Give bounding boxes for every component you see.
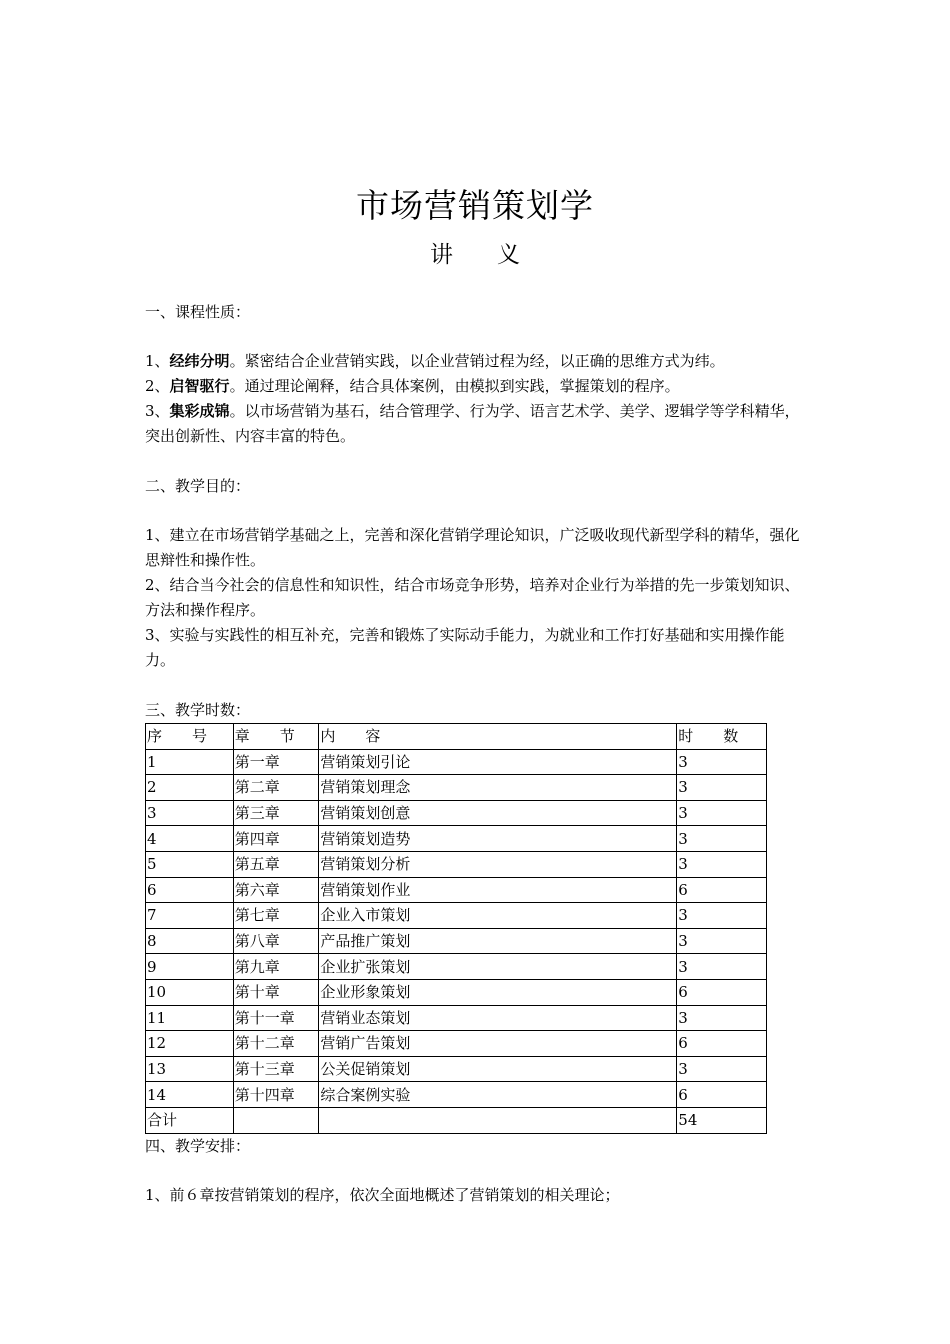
table-row <box>146 775 767 801</box>
cell-content: 综合案例实验 <box>319 1082 677 1108</box>
page-subtitle <box>0 236 950 269</box>
table-row <box>146 826 767 852</box>
table-row <box>146 877 767 903</box>
cell-number: 12 <box>146 1031 234 1057</box>
section-1 <box>145 300 810 325</box>
section-4-items <box>145 1183 810 1208</box>
section-4-item: 1、前６章按营销策划的程序，依次全面地概述了营销策划的相关理论； <box>145 1186 620 1204</box>
cell-chapter: 第八章 <box>233 928 319 954</box>
section-3-heading: 三、教学时数： <box>145 701 251 719</box>
item-keyword: 集彩成锦 <box>169 402 230 420</box>
table-row <box>146 903 767 929</box>
section-1-item <box>145 399 810 449</box>
section-4 <box>145 1134 810 1159</box>
table-row <box>146 1082 767 1108</box>
section-2-item: 2、结合当今社会的信息性和知识性，结合市场竞争形势，培养对企业行为举措的先一步策划知识、方法和操作程序。 <box>145 576 800 619</box>
section-4-heading: 四、教学安排： <box>145 1137 251 1155</box>
table-header-row <box>146 724 767 750</box>
page-title: 市场营销策划学 <box>356 186 594 225</box>
cell-chapter: 第五章 <box>233 851 319 877</box>
cell-chapter: 第六章 <box>233 877 319 903</box>
item-keyword: 经纬分明 <box>169 352 230 370</box>
table-row <box>146 851 767 877</box>
cell-content: 企业形象策划 <box>319 979 677 1005</box>
cell-number: 7 <box>146 903 234 929</box>
item-keyword: 启智驱行 <box>169 377 230 395</box>
cell-hours: 3 <box>677 749 767 775</box>
cell-hours: 6 <box>677 1082 767 1108</box>
section-2-items <box>145 523 810 673</box>
cell-hours: 3 <box>677 851 767 877</box>
cell-content: 企业入市策划 <box>319 903 677 929</box>
table-row <box>146 749 767 775</box>
cell-chapter: 第十一章 <box>233 1005 319 1031</box>
cell-chapter: 第十二章 <box>233 1031 319 1057</box>
cell-number: 13 <box>146 1056 234 1082</box>
table-row <box>146 1056 767 1082</box>
cell-content: 营销策划作业 <box>319 877 677 903</box>
section-2 <box>145 474 810 499</box>
cell-number: 8 <box>146 928 234 954</box>
cell-content: 营销策划分析 <box>319 851 677 877</box>
subtitle-char-1: 讲 <box>430 242 453 268</box>
header-cell-chapter: 章 节 <box>233 724 319 750</box>
cell-chapter: 第十章 <box>233 979 319 1005</box>
cell-hours: 6 <box>677 979 767 1005</box>
table-row <box>146 1031 767 1057</box>
cell-content: 营销策划理念 <box>319 775 677 801</box>
cell-content: 营销策划引论 <box>319 749 677 775</box>
item-text: 。紧密结合企业营销实践，以企业营销过程为经，以正确的思维方式为纬。 <box>229 352 725 370</box>
subtitle-char-2: 义 <box>497 242 520 268</box>
cell-chapter: 第七章 <box>233 903 319 929</box>
cell-hours: 3 <box>677 1056 767 1082</box>
section-1-heading: 一、课程性质： <box>145 303 251 321</box>
cell-number: 2 <box>146 775 234 801</box>
table-row <box>146 979 767 1005</box>
table-row <box>146 954 767 980</box>
cell-number: 10 <box>146 979 234 1005</box>
cell-number: 6 <box>146 877 234 903</box>
section-2-item: 1、建立在市场营销学基础之上，完善和深化营销学理论知识，广泛吸收现代新型学科的精华，强化思辩性和操作性。 <box>145 526 800 569</box>
table-row <box>146 800 767 826</box>
cell-number: 9 <box>146 954 234 980</box>
header-cell-hours: 时 数 <box>677 724 767 750</box>
cell-content: 企业扩张策划 <box>319 954 677 980</box>
header-cell-content: 内 容 <box>319 724 677 750</box>
table-total-row <box>146 1107 767 1133</box>
cell-hours: 3 <box>677 954 767 980</box>
cell-hours: 3 <box>677 800 767 826</box>
cell-hours: 3 <box>677 903 767 929</box>
header-cell-number: 序 号 <box>146 724 234 750</box>
item-number: 2、 <box>145 377 170 395</box>
cell-hours: 3 <box>677 826 767 852</box>
item-text: 。以市场营销为基石，结合管理学、行为学、语言艺术学、美学、逻辑学等学科精华，突出创新性、内容丰富的特色。 <box>145 402 800 445</box>
cell-hours: 6 <box>677 1031 767 1057</box>
total-empty-content <box>319 1107 677 1133</box>
table-row <box>146 928 767 954</box>
cell-content: 公关促销策划 <box>319 1056 677 1082</box>
cell-chapter: 第十三章 <box>233 1056 319 1082</box>
cell-chapter: 第四章 <box>233 826 319 852</box>
total-label: 合计 <box>146 1107 234 1133</box>
cell-content: 营销业态策划 <box>319 1005 677 1031</box>
section-1-item <box>145 374 810 399</box>
section-3 <box>145 698 810 723</box>
table-row <box>146 1005 767 1031</box>
cell-chapter: 第三章 <box>233 800 319 826</box>
total-empty-chapter <box>233 1107 319 1133</box>
cell-number: 1 <box>146 749 234 775</box>
cell-hours: 6 <box>677 877 767 903</box>
cell-number: 11 <box>146 1005 234 1031</box>
cell-chapter: 第一章 <box>233 749 319 775</box>
cell-chapter: 第二章 <box>233 775 319 801</box>
cell-content: 营销广告策划 <box>319 1031 677 1057</box>
item-number: 1、 <box>145 352 170 370</box>
cell-number: 5 <box>146 851 234 877</box>
section-2-heading: 二、教学目的： <box>145 477 251 495</box>
section-1-items <box>145 349 810 449</box>
section-1-item <box>145 349 810 374</box>
cell-hours: 3 <box>677 775 767 801</box>
cell-hours: 3 <box>677 928 767 954</box>
item-number: 3、 <box>145 402 170 420</box>
cell-number: 4 <box>146 826 234 852</box>
cell-content: 营销策划造势 <box>319 826 677 852</box>
cell-number: 3 <box>146 800 234 826</box>
cell-chapter: 第九章 <box>233 954 319 980</box>
section-2-item: 3、实验与实践性的相互补充，完善和锻炼了实际动手能力，为就业和工作打好基础和实用操作能力。 <box>145 626 785 669</box>
cell-hours: 3 <box>677 1005 767 1031</box>
cell-number: 14 <box>146 1082 234 1108</box>
cell-chapter: 第十四章 <box>233 1082 319 1108</box>
total-value: 54 <box>677 1107 767 1133</box>
cell-content: 营销策划创意 <box>319 800 677 826</box>
item-text: 。通过理论阐释，结合具体案例，由模拟到实践，掌握策划的程序。 <box>229 377 680 395</box>
cell-content: 产品推广策划 <box>319 928 677 954</box>
hours-table <box>145 723 767 1134</box>
